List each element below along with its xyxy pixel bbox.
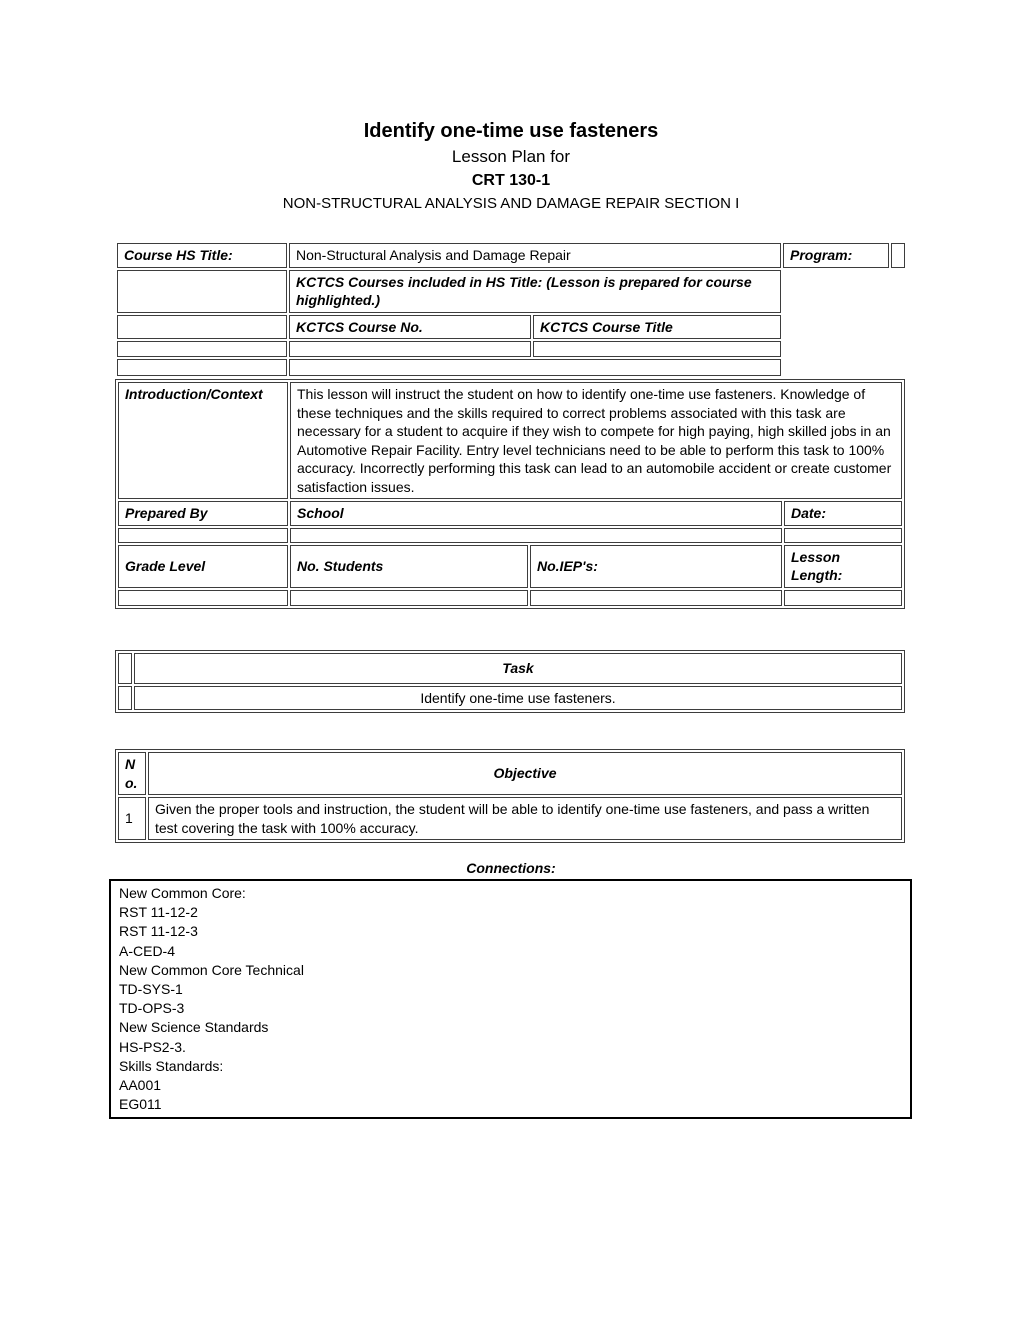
kctcs-course-title-value xyxy=(533,341,781,357)
date-label: Date: xyxy=(784,501,902,526)
table-row xyxy=(118,686,902,711)
spacer-cell xyxy=(783,315,905,340)
connections-item: HS-PS2-3. xyxy=(119,1038,186,1055)
grade-level-value xyxy=(118,590,288,606)
course-hs-title-value: Non-Structural Analysis and Damage Repair xyxy=(289,243,781,268)
lesson-length-label: Lesson Length: xyxy=(791,548,843,583)
empty-cell xyxy=(118,686,132,711)
introduction-text: This lesson will instruct the student on how to identify one-time use fasteners. Knowledge of these techniques and the skills required to correct problems associated with this task are necessary for a student to acquire if they wish to compete for high paying, high skilled jobs in an Automotive Repair Facility. Entry level technicians need to be able to perform this task to 100% accuracy. Incorrectly performing this task can lead to an automobile accident or create customer satisfaction issues. xyxy=(290,382,902,499)
table-row xyxy=(118,752,902,795)
no-students-value xyxy=(290,590,528,606)
task-text: Identify one-time use fasteners. xyxy=(134,686,902,711)
no-ieps-label: No.IEP's: xyxy=(530,545,782,588)
empty-cell xyxy=(289,359,781,376)
section-title: NON-STRUCTURAL ANALYSIS AND DAMAGE REPAIR SECTION I xyxy=(282,195,740,212)
spacer-cell xyxy=(783,359,905,376)
school-value xyxy=(290,528,782,543)
table-row xyxy=(118,545,902,588)
prepared-by-value xyxy=(118,528,288,543)
program-value-cell xyxy=(891,243,905,268)
page-content xyxy=(115,0,907,1119)
course-hs-title-label: Course HS Title: xyxy=(117,243,287,268)
spacer-cell xyxy=(783,270,905,313)
course-hs-title-table xyxy=(115,241,907,378)
connections-item: TD-OPS-3 xyxy=(119,1000,185,1017)
table-row xyxy=(118,590,902,606)
course-code: CRT 130-1 xyxy=(471,172,551,189)
prepared-by-label: Prepared By xyxy=(118,501,288,526)
lesson-length-value xyxy=(784,590,902,606)
program-label: Program: xyxy=(783,243,889,268)
grade-level-label: Grade Level xyxy=(118,545,288,588)
connections-item: New Science Standards xyxy=(119,1019,269,1036)
spacer-cell xyxy=(783,341,905,357)
connections-item: New Common Core: xyxy=(119,885,246,901)
lesson-info-table xyxy=(115,379,905,609)
connections-item: RST 11-12-3 xyxy=(119,923,198,940)
table-row xyxy=(118,528,902,543)
table-row xyxy=(117,243,905,268)
table-row xyxy=(118,797,902,840)
connections-item: RST 11-12-2 xyxy=(119,904,198,921)
connections-item: TD-SYS-1 xyxy=(119,981,183,998)
objective-header: Objective xyxy=(148,752,902,795)
introduction-label: Introduction/Context xyxy=(125,386,263,402)
connections-item: A-CED-4 xyxy=(119,942,176,959)
empty-cell xyxy=(117,270,287,313)
introduction-label-cell xyxy=(118,382,288,499)
document-header xyxy=(115,118,907,215)
table-row xyxy=(117,359,905,376)
page-title: Identify one-time use fasteners xyxy=(363,120,659,142)
objective-table xyxy=(115,749,905,843)
kctcs-course-no-header: KCTCS Course No. xyxy=(289,315,531,340)
table-row xyxy=(118,653,902,684)
empty-cell xyxy=(117,315,287,340)
table-row xyxy=(117,315,905,340)
date-value xyxy=(784,528,902,543)
page-subtitle: Lesson Plan for xyxy=(451,147,571,166)
connections-item: AA001 xyxy=(119,1077,162,1094)
objective-row-text: Given the proper tools and instruction, the student will be able to identify one-time use fasteners, and pass a written test covering the task with 100% accuracy. xyxy=(148,797,902,840)
connections-box xyxy=(109,879,912,1119)
connections-heading: Connections: xyxy=(466,860,556,876)
school-label: School xyxy=(290,501,782,526)
task-header: Task xyxy=(134,653,902,684)
objective-row-number: 1 xyxy=(118,797,146,840)
table-row xyxy=(117,270,905,313)
empty-cell xyxy=(118,653,132,684)
empty-cell xyxy=(117,341,287,357)
connections-item: Skills Standards: xyxy=(119,1057,224,1074)
table-row xyxy=(118,501,902,526)
lesson-length-label-cell xyxy=(784,545,902,588)
no-ieps-value xyxy=(530,590,782,606)
objective-no-header: No. xyxy=(118,752,146,795)
kctcs-course-no-value xyxy=(289,341,531,357)
table-row xyxy=(118,382,902,499)
table-row xyxy=(117,341,905,357)
kctcs-course-title-header: KCTCS Course Title xyxy=(533,315,781,340)
connections-item: EG011 xyxy=(119,1096,162,1113)
task-table xyxy=(115,650,905,714)
kctcs-included-header: KCTCS Courses included in HS Title: (Lesson is prepared for course highlighted.) xyxy=(289,270,781,313)
no-students-label: No. Students xyxy=(290,545,528,588)
connections-item: New Common Core Technical xyxy=(119,961,304,978)
empty-cell xyxy=(117,359,287,376)
